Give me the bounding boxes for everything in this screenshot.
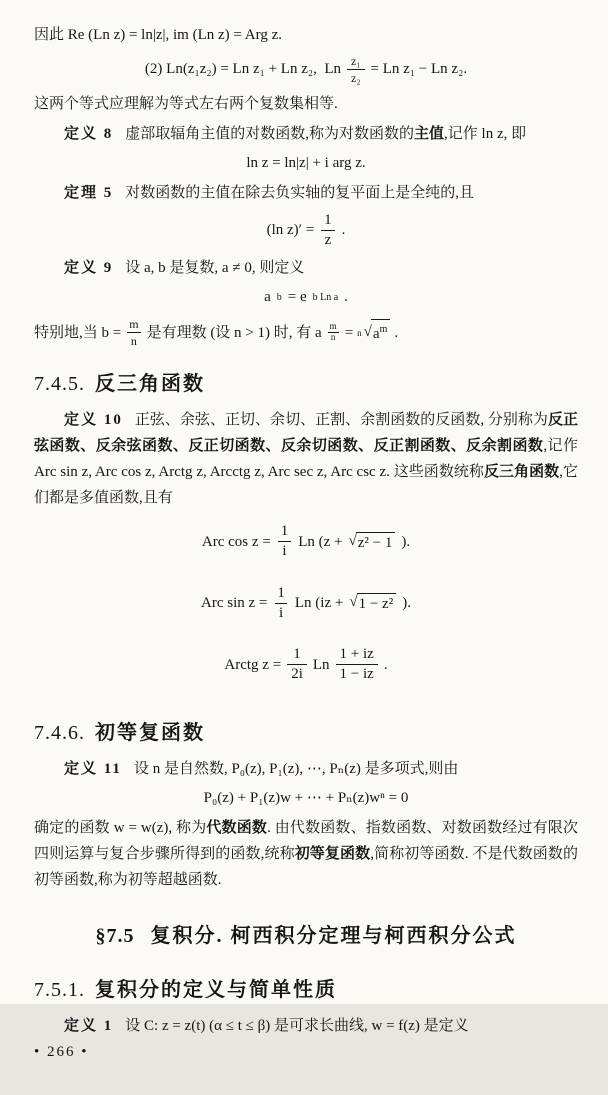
fraction-z1-z2 bbox=[347, 55, 365, 84]
fraction-numerator: m bbox=[329, 321, 337, 332]
formula-text: ). bbox=[402, 595, 411, 612]
radical bbox=[349, 593, 396, 614]
radical bbox=[364, 319, 391, 347]
paragraph-equality-note bbox=[34, 91, 578, 117]
text-run: ,记作 Arc sin z, Arc cos z, Arctg z, Arcctg z, Arc sec z, Arc csc z. 这些函数统称 bbox=[34, 438, 578, 481]
radicand bbox=[371, 319, 390, 347]
formula-text: . bbox=[344, 289, 348, 306]
text-run: ,简称初等函数. 不是代数函数的初等函数,称为初等超越函数. bbox=[34, 845, 578, 888]
section-number: 7.4.6. bbox=[34, 721, 85, 744]
bold-term: 反三角函数 bbox=[483, 464, 560, 481]
paragraph-algebraic-functions bbox=[34, 815, 578, 893]
text-run: ,记作 ln z, 即 bbox=[444, 126, 527, 143]
fraction-denominator: 1 − iz bbox=[336, 664, 378, 683]
fraction-m-n bbox=[125, 318, 142, 347]
sqrt-sign: √ bbox=[348, 532, 357, 549]
chapter-heading-75 bbox=[34, 923, 578, 949]
formula-text: . bbox=[383, 656, 388, 673]
formula-text: P₀(z) + P₁(z)w + ⋯ + Pₙ(z)wⁿ = 0 bbox=[203, 789, 409, 806]
formula-ln-principal bbox=[34, 154, 578, 173]
text-run: ,它们都是多值函数,且有 bbox=[34, 464, 578, 507]
formula-text: Arc sin z = bbox=[201, 595, 268, 612]
formula-ln-product-quotient bbox=[34, 55, 578, 84]
text-run: 设 n 是自然数, P₀(z), P₁(z), ⋯, Pₙ(z) 是多项式,则由 bbox=[133, 760, 459, 777]
text-run: 设 a, b 是复数, a ≠ 0, 则定义 bbox=[125, 260, 305, 277]
radicand-exponent: m bbox=[379, 323, 388, 335]
formula-text: Arctg z = bbox=[224, 656, 282, 673]
radicand: z² − 1 bbox=[356, 532, 396, 553]
fraction-1-i bbox=[277, 524, 293, 560]
formula-text: = Ln z₁ − Ln z₂. bbox=[370, 61, 468, 78]
formula-text: = e bbox=[287, 289, 307, 306]
text-run: 虚部取辐角主值的对数函数,称为对数函数的 bbox=[125, 126, 415, 143]
section-title: 初等复函数 bbox=[95, 721, 205, 744]
formula-text: . bbox=[341, 222, 346, 239]
fraction-iz bbox=[336, 647, 378, 683]
text-run: . 由代数函数、指数函数、对数函数经过有限次四则运算与复合步骤所得到的函数,统称 bbox=[34, 819, 578, 862]
definition-label: 定义 8 bbox=[64, 126, 114, 143]
chapter-title: 复积分. 柯西积分定理与柯西积分公式 bbox=[150, 924, 517, 947]
fraction-numerator: 1 bbox=[324, 211, 332, 228]
text-run: = bbox=[344, 324, 354, 341]
section-heading-745 bbox=[34, 371, 578, 397]
fraction-numerator: 1 bbox=[293, 646, 301, 663]
fraction-denominator: z bbox=[321, 230, 336, 249]
fraction-denominator: n bbox=[127, 332, 141, 348]
fraction-numerator: 1 + iz bbox=[339, 646, 374, 663]
formula-arctg bbox=[34, 647, 578, 683]
text-run: 特别地,当 b = bbox=[34, 324, 122, 341]
section-number: 7.4.5. bbox=[34, 373, 85, 396]
bold-term: 主值 bbox=[414, 126, 445, 143]
definition-10 bbox=[34, 407, 578, 511]
superscript-fraction-m-n bbox=[328, 322, 339, 343]
text-run: 确定的函数 w = w(z), 称为 bbox=[34, 819, 207, 836]
formula-text: (2) Ln(z₁z₂) = Ln z₁ + Ln z₂, Ln bbox=[144, 61, 342, 78]
fraction-numerator: 1 bbox=[277, 584, 285, 601]
definition-label: 定义 1 bbox=[64, 1017, 114, 1034]
formula-text: (ln z)′ = bbox=[266, 222, 315, 239]
fraction-denominator: 2i bbox=[287, 664, 307, 683]
bold-term: 反正弦函数、反余弦函数、反正切函数、反余切函数、反正割函数、反余割函数 bbox=[34, 412, 578, 455]
section-number: 7.5.1. bbox=[34, 978, 85, 1001]
fraction-denominator: i bbox=[275, 603, 287, 622]
formula-arcsin bbox=[34, 586, 578, 622]
text-run: 是有理数 (设 n > 1) 时, 有 a bbox=[146, 324, 322, 341]
formula-polynomial bbox=[34, 789, 578, 808]
fraction-1-i bbox=[273, 586, 289, 622]
definition-1 bbox=[34, 1013, 578, 1039]
fraction-1-z bbox=[320, 213, 336, 249]
radicand: 1 − z² bbox=[357, 593, 397, 614]
bold-term: 代数函数 bbox=[206, 819, 268, 836]
formula-text: ln z = ln|z| + i arg z. bbox=[246, 155, 366, 172]
theorem-label: 定理 5 bbox=[64, 184, 114, 201]
text-run: 这两个等式应理解为等式左右两个复数集相等. bbox=[34, 96, 338, 113]
text-run: 对数函数的主值在除去负实轴的复平面上是全纯的,且 bbox=[125, 184, 475, 201]
formula-text: ). bbox=[401, 533, 411, 550]
text-run: 正弦、余弦、正切、余切、正割、余割函数的反函数, 分别称为 bbox=[134, 412, 548, 429]
section-title: 反三角函数 bbox=[95, 373, 205, 396]
bold-term: 初等复函数 bbox=[294, 845, 371, 862]
formula-arccos bbox=[34, 524, 578, 560]
definition-label: 定义 10 bbox=[64, 412, 123, 429]
formula-power: a b = e b Ln a . bbox=[264, 289, 348, 306]
sqrt-sign: √ bbox=[349, 594, 358, 611]
fraction-numerator: m bbox=[129, 317, 139, 332]
theorem-5 bbox=[34, 180, 578, 206]
paragraph-re-im-ln bbox=[34, 22, 578, 48]
definition-11 bbox=[34, 756, 578, 782]
paragraph-rational-power: 特别地,当 b = $\frac{m}{n}$ 是有理数 (设 n > 1) 时, 有 a $\frac{m}{n}$ = n √ $a^m$ . bbox=[34, 317, 399, 348]
fraction-denominator: z₂ bbox=[347, 69, 365, 85]
definition-9 bbox=[34, 255, 578, 281]
section-title: 复积分的定义与简单性质 bbox=[95, 978, 337, 1001]
definition-label: 定义 9 bbox=[64, 260, 114, 277]
radicand-base: a bbox=[372, 325, 380, 342]
radical bbox=[349, 532, 396, 553]
formula-text: a bbox=[264, 289, 271, 306]
text-run: . bbox=[394, 324, 399, 341]
fraction-numerator: 1 bbox=[280, 523, 289, 540]
page-number-text: • 266 • bbox=[34, 1043, 89, 1060]
definition-8 bbox=[34, 121, 578, 147]
formula-text: Ln bbox=[312, 656, 330, 673]
page-number bbox=[34, 1039, 578, 1095]
sqrt-sign: √ bbox=[363, 323, 372, 340]
fraction-denominator: n bbox=[330, 332, 336, 343]
text-run: 因此 Re (Ln z) = ln|z|, im (Ln z) = Arg z. bbox=[34, 27, 283, 43]
formula-text: Ln (iz + bbox=[294, 595, 344, 612]
formula-text: Ln (z + bbox=[298, 533, 343, 550]
fraction-numerator: z₁ bbox=[351, 54, 361, 68]
formula-text: Arc cos z = bbox=[201, 533, 271, 550]
fraction-1-2i bbox=[287, 647, 307, 683]
chapter-number: §7.5 bbox=[95, 924, 135, 947]
fraction-denominator: i bbox=[278, 541, 290, 560]
definition-label: 定义 11 bbox=[64, 760, 122, 777]
section-heading-751 bbox=[34, 977, 578, 1003]
text-run: 设 C: z = z(t) (α ≤ t ≤ β) 是可求长曲线, w = f(z) 是定义 bbox=[125, 1017, 469, 1034]
formula-ln-derivative bbox=[34, 213, 578, 249]
section-heading-746 bbox=[34, 720, 578, 746]
